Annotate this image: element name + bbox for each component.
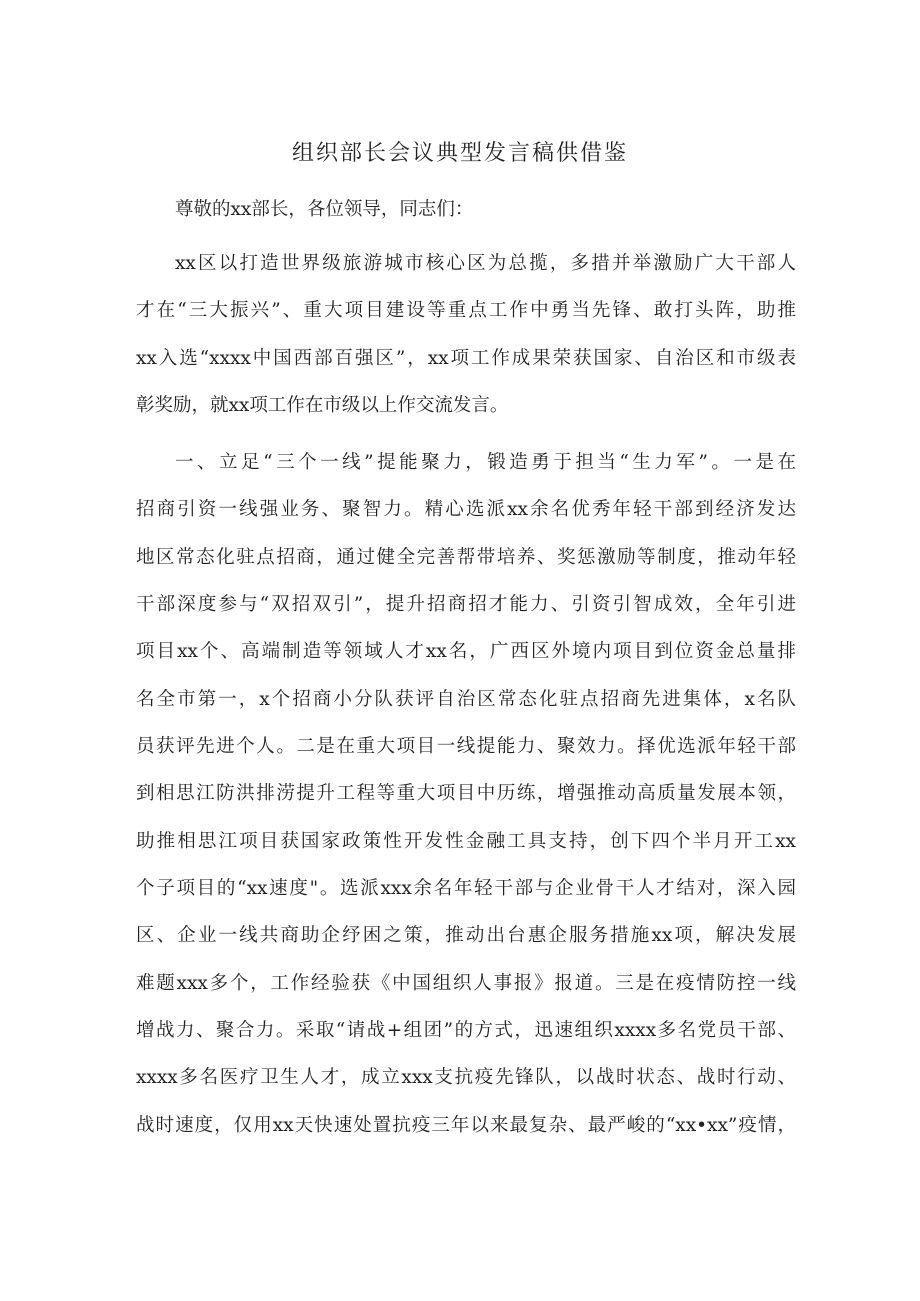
paragraph-2-line: xxxx多名医疗卫生人才，成立xxx支抗疫先锋队，以战时状态、战时行动、 <box>136 1067 796 1088</box>
paragraph-2-line: 增战力、聚合力。采取“请战+组团”的方式，迅速组织xxxx多名党员干部、 <box>136 1020 796 1041</box>
salutation: 尊敬的xx部长，各位领导，同志们： <box>175 199 474 220</box>
paragraph-2-line: 助推相思江项目获国家政策性开发性金融工具支持，创下四个半月开工xx <box>136 831 796 852</box>
paragraph-2-line: 难题xxx多个，工作经验获《中国组织人事报》报道。三是在疫情防控一线 <box>136 973 796 994</box>
paragraph-1-line: xx入选“xxxx中国西部百强区”，xx项工作成果荣获国家、自治区和市级表 <box>136 348 796 369</box>
paragraph-2-line: 个子项目的“xx速度"。选派xxx余名年轻干部与企业骨干人才结对，深入园 <box>136 878 796 899</box>
paragraph-2-line: 战时速度，仅用xx天快速处置抗疫三年以来最复杂、最严峻的“xx•xx”疫情， <box>136 1115 796 1136</box>
paragraph-2-line: 员获评先进个人。二是在重大项目一线提能力、聚效力。择优选派年轻干部 <box>136 736 796 757</box>
paragraph-2-line: 区、企业一线共商助企纾困之策，推动出台惠企服务措施xx项，解决发展 <box>136 925 796 946</box>
paragraph-2-line: 干部深度参与“双招双引”，提升招商招才能力、引资引智成效，全年引进 <box>136 594 796 615</box>
paragraph-1-line: xx区以打造世界级旅游城市核心区为总揽，多措并举激励广大干部人 <box>175 253 796 274</box>
paragraph-2-line: 项目xx个、高端制造等领域人才xx名，广西区外境内项目到位资金总量排 <box>136 641 796 662</box>
document-title: 组织部长会议典型发言稿供借鉴 <box>291 141 628 166</box>
paragraph-1-line: 才在“三大振兴”、重大项目建设等重点工作中勇当先锋、敢打头阵，助推 <box>136 300 796 321</box>
paragraph-1-line: 彰奖励，就xx项工作在市级以上作交流发言。 <box>136 395 509 416</box>
paragraph-2-line: 招商引资一线强业务、聚智力。精心选派xx余名优秀年轻干部到经济发达 <box>136 499 796 520</box>
paragraph-2-line: 名全市第一，x个招商小分队获评自治区常态化驻点招商先进集体，x名队 <box>136 689 796 710</box>
paragraph-2-line: 一、立足“三个一线”提能聚力，锻造勇于担当“生力军”。一是在 <box>175 452 796 473</box>
paragraph-2-line: 到相思江防洪排涝提升工程等重大项目中历练，增强推动高质量发展本领， <box>136 783 796 804</box>
paragraph-2-line: 地区常态化驻点招商，通过健全完善帮带培养、奖惩激励等制度，推动年轻 <box>136 547 796 568</box>
